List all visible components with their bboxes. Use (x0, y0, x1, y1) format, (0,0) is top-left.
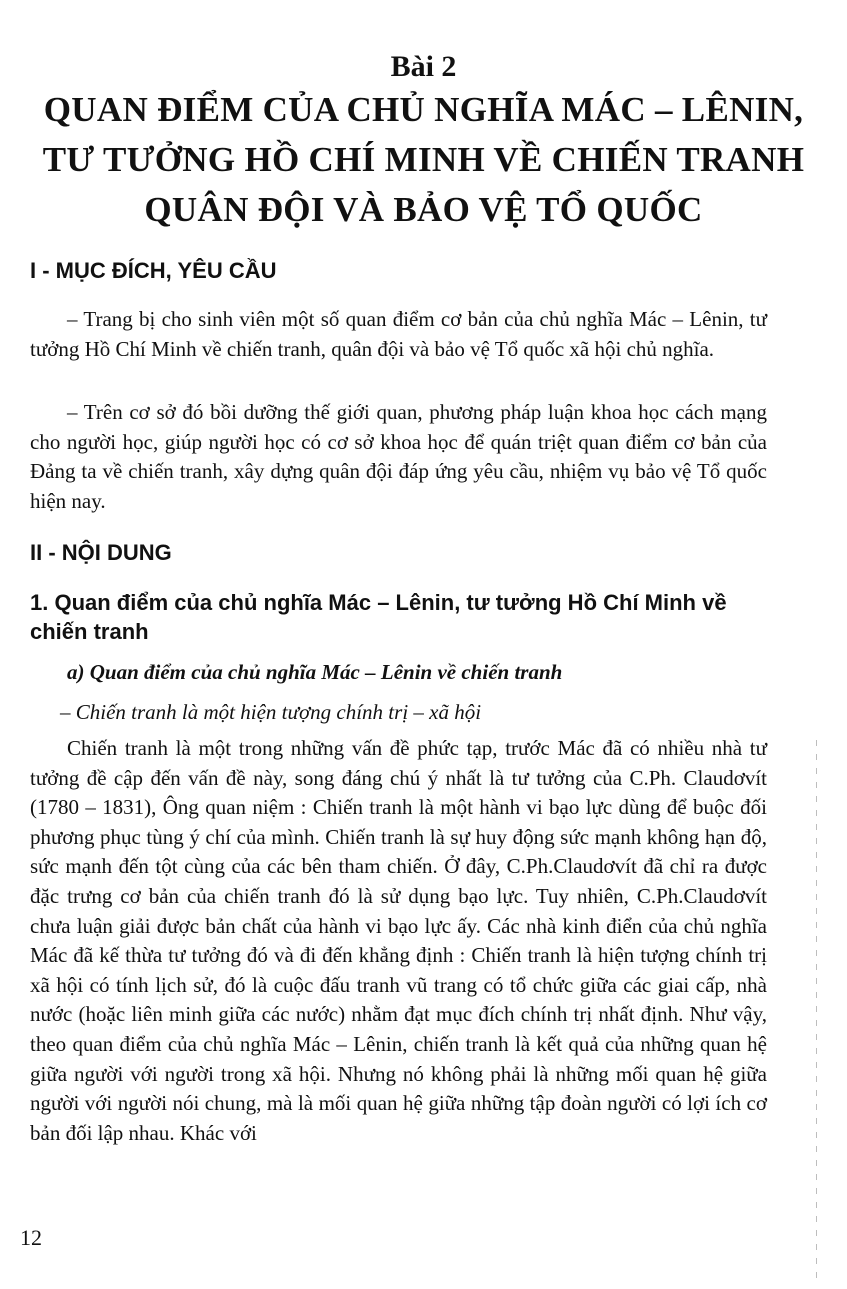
section-heading-content: II - NỘI DUNG (30, 540, 172, 565)
section-heading-purpose: I - MỤC ĐÍCH, YÊU CẦU (30, 258, 277, 283)
body-paragraph: Chiến tranh là một trong những vấn đề phức tạp, trước Mác đã có nhiều nhà tư tưởng đề cập đến vấn đề này, song đáng chú ý nhất là tư tưởng của C.Ph. Claudơvít (1780 – 1831), Ông quan niệm : Chiến tranh là một hành vi bạo lực dùng để buộc đối phương phục tùng ý chí của mình. Chiến tranh là sự huy động sức mạnh không hạn độ, sức mạnh đến tột cùng của các bên tham chiến. Ở đây, C.Ph.Claudơvít đã chỉ ra được đặc trưng cơ bản của chiến tranh đó là sử dụng bạo lực. Tuy nhiên, C.Ph.Claudơvít chưa luận giải được bản chất của hành vi bạo lực ấy. Các nhà kinh điển của chủ nghĩa Mác đã kế thừa tư tưởng đó và đi đến khẳng định : Chiến tranh là hiện tượng chính trị xã hội có tính lịch sử, đó là cuộc đấu tranh vũ trang có tổ chức giữa các giai cấp, nhà nước (hoặc liên minh giữa các nước) nhằm đạt mục đích chính trị nhất định. Như vậy, theo quan điểm của chủ nghĩa Mác – Lênin, chiến tranh là kết quả của những quan hệ giữa người với người trong xã hội. Nhưng nó không phải là những mối quan hệ giữa người với người nói chung, mà là mối quan hệ giữa những tập đoàn người có lợi ích cơ bản đối lập nhau. Khác với (30, 736, 767, 1145)
item-a-heading: a) Quan điểm của chủ nghĩa Mác – Lênin về chiến tranh (67, 660, 563, 684)
margin-mark (816, 740, 817, 1280)
lesson-title-line-2: TƯ TƯỞNG HỒ CHÍ MINH VỀ CHIẾN TRANH (42, 140, 805, 179)
purpose-paragraph-1: – Trang bị cho sinh viên một số quan điểm cơ bản của chủ nghĩa Mác – Lênin, tư tưởng Hồ Chí Minh về chiến tranh, quân đội và bảo vệ Tổ quốc xã hội chủ nghĩa. (30, 307, 767, 361)
lesson-title-line-3: QUÂN ĐỘI VÀ BẢO VỆ TỔ QUỐC (144, 190, 703, 229)
lesson-number: Bài 2 (390, 50, 457, 83)
point-heading: – Chiến tranh là một hiện tượng chính trị – xã hội (60, 700, 482, 724)
lesson-title-line-1: QUAN ĐIỂM CỦA CHỦ NGHĨA MÁC – LÊNIN, (43, 90, 804, 129)
purpose-paragraph-2: – Trên cơ sở đó bồi dưỡng thế giới quan, phương pháp luận khoa học cách mạng cho người học, giúp người học có cơ sở khoa học để quán triệt quan điểm cơ bản của Đảng ta về chiến tranh, xây dựng quân đội đáp ứng yêu cầu, nhiệm vụ bảo vệ Tổ quốc hiện nay. (30, 400, 767, 513)
page-number: 12 (20, 1225, 42, 1250)
subsection-heading-1: 1. Quan điểm của chủ nghĩa Mác – Lênin, tư tưởng Hồ Chí Minh về chiến tranh (30, 590, 727, 644)
